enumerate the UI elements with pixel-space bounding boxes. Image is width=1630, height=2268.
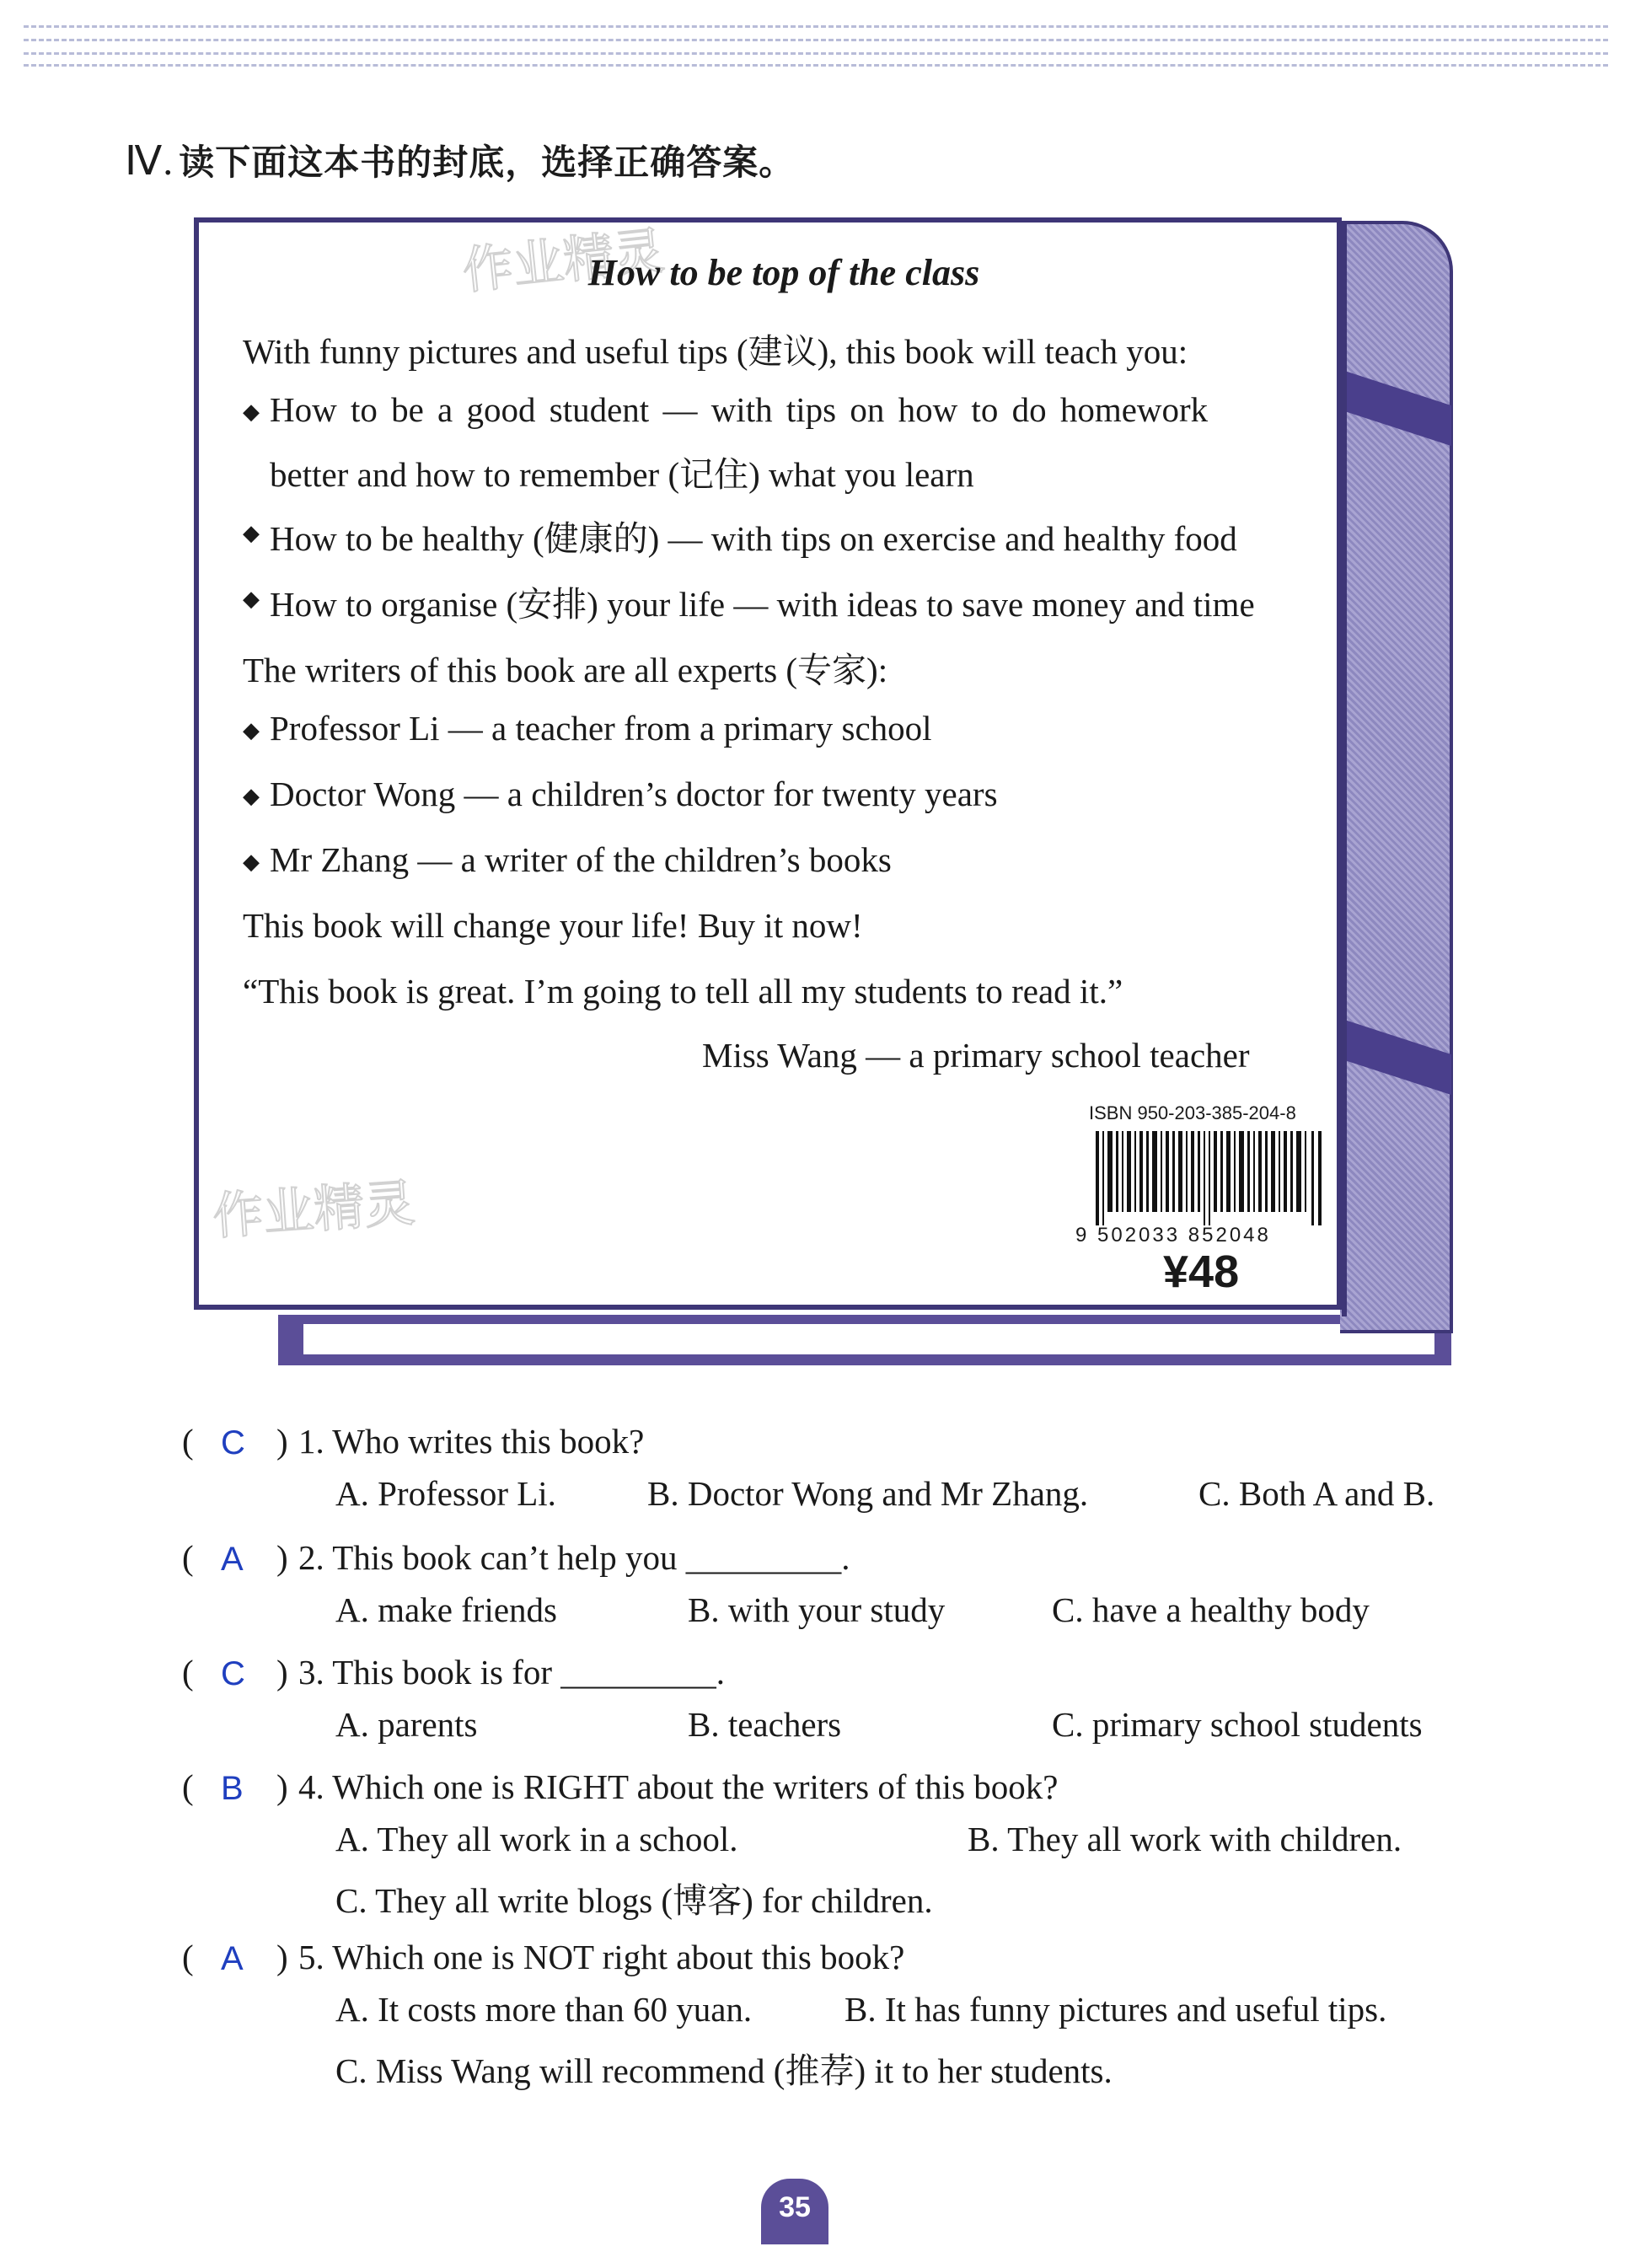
header-dash-line-3 <box>24 52 1608 55</box>
question-3: 3. This book is for _________. <box>298 1653 726 1692</box>
question-1: 1. Who writes this book? <box>298 1422 645 1461</box>
watermark-left: 作业精灵 <box>211 1173 417 1247</box>
q5-option-c: C. Miss Wang will recommend (推荐) it to her students. <box>335 2051 1113 2090</box>
header-dash-line-4 <box>24 64 1608 67</box>
barcode-digits: 9 502033 852048 <box>1075 1224 1271 1247</box>
q2-option-a: A. make friends <box>335 1590 557 1629</box>
bullet-icon: ◆ <box>243 521 260 545</box>
header-dash-line-1 <box>24 25 1608 28</box>
book-intro: With funny pictures and useful tips (建议), this book will teach you: <box>243 332 1188 371</box>
answer-paren-open: ( <box>182 1422 194 1461</box>
bullet-icon: ◆ <box>243 784 260 808</box>
answer-paren-close: ) <box>276 1653 288 1692</box>
book-title: How to be top of the class <box>587 252 980 293</box>
quote-author: Miss Wang — a primary school teacher <box>702 1036 1250 1075</box>
q5-option-a: A. It costs more than 60 yuan. <box>335 1990 753 2029</box>
q4-option-b: B. They all work with children. <box>968 1820 1402 1858</box>
writer-3: Mr Zhang — a writer of the children’s books <box>270 840 892 879</box>
answer-2: A <box>221 1541 244 1578</box>
watermark-top: 作业精灵 <box>459 221 668 302</box>
q2-option-c: C. have a healthy body <box>1052 1590 1370 1629</box>
promo-text: This book will change your life! Buy it now! <box>243 906 863 945</box>
teach-item-3: How to organise (安排) your life — with ideas to save money and time <box>270 585 1255 624</box>
page-number: 35 <box>779 2191 811 2223</box>
q1-option-b: B. Doctor Wong and Mr Zhang. <box>647 1474 1089 1513</box>
section-heading <box>125 135 795 185</box>
answer-paren-open: ( <box>182 1767 194 1806</box>
answer-paren-close: ) <box>276 1938 288 1976</box>
book-page-edge <box>303 1322 1434 1354</box>
answer-1: C <box>221 1424 245 1461</box>
teach-item-1-line-1: How to be a good student — with tips on how to do homework <box>270 390 1209 429</box>
cover-inner-line <box>1342 221 1347 1316</box>
book-price: ¥48 <box>1163 1247 1240 1297</box>
bullet-icon: ◆ <box>243 718 260 743</box>
quote-text: “This book is great. I’m going to tell all my students to read it.” <box>243 972 1123 1011</box>
answer-paren-close: ) <box>276 1422 288 1461</box>
q4-option-a: A. They all work in a school. <box>335 1820 738 1858</box>
q3-option-b: B. teachers <box>688 1705 842 1744</box>
q2-option-b: B. with your study <box>688 1590 946 1629</box>
answer-paren-open: ( <box>182 1538 194 1577</box>
writers-intro: The writers of this book are all experts (专家): <box>243 651 888 689</box>
answer-paren-open: ( <box>182 1653 194 1692</box>
q3-option-c: C. primary school students <box>1052 1705 1423 1744</box>
question-5: 5. Which one is NOT right about this book? <box>298 1938 905 1976</box>
answer-paren-open: ( <box>182 1938 194 1976</box>
bullet-icon: ◆ <box>243 850 260 874</box>
answer-paren-close: ) <box>276 1538 288 1577</box>
answer-paren-close: ) <box>276 1767 288 1806</box>
teach-item-1-line-2: better and how to remember (记住) what you learn <box>270 455 974 494</box>
q1-option-c: C. Both A and B. <box>1198 1474 1435 1513</box>
writer-2: Doctor Wong — a children’s doctor for twenty years <box>270 775 998 813</box>
question-2: 2. This book can’t help you _________. <box>298 1538 850 1577</box>
bullet-icon: ◆ <box>243 587 260 611</box>
q4-option-c: C. They all write blogs (博客) for children. <box>335 1881 933 1920</box>
section-title: 读下面这本书的封底，选择正确答案。 <box>179 142 796 183</box>
barcode <box>1096 1131 1323 1225</box>
question-4: 4. Which one is RIGHT about the writers of this book? <box>298 1767 1059 1806</box>
header-dash-line-2 <box>24 39 1608 41</box>
q3-option-a: A. parents <box>335 1705 478 1744</box>
q5-option-b: B. It has funny pictures and useful tips. <box>844 1990 1387 2029</box>
writer-1: Professor Li — a teacher from a primary school <box>270 709 932 748</box>
answer-3: C <box>221 1655 245 1692</box>
answer-5: A <box>221 1940 244 1977</box>
teach-item-2: How to be healthy (健康的) — with tips on exercise and healthy food <box>270 519 1237 558</box>
q1-option-a: A. Professor Li. <box>335 1474 556 1513</box>
isbn-text: ISBN 950-203-385-204-8 <box>1089 1102 1296 1123</box>
bullet-icon: ◆ <box>243 399 260 424</box>
answer-4: B <box>221 1770 244 1807</box>
section-number: Ⅳ. <box>125 139 174 184</box>
